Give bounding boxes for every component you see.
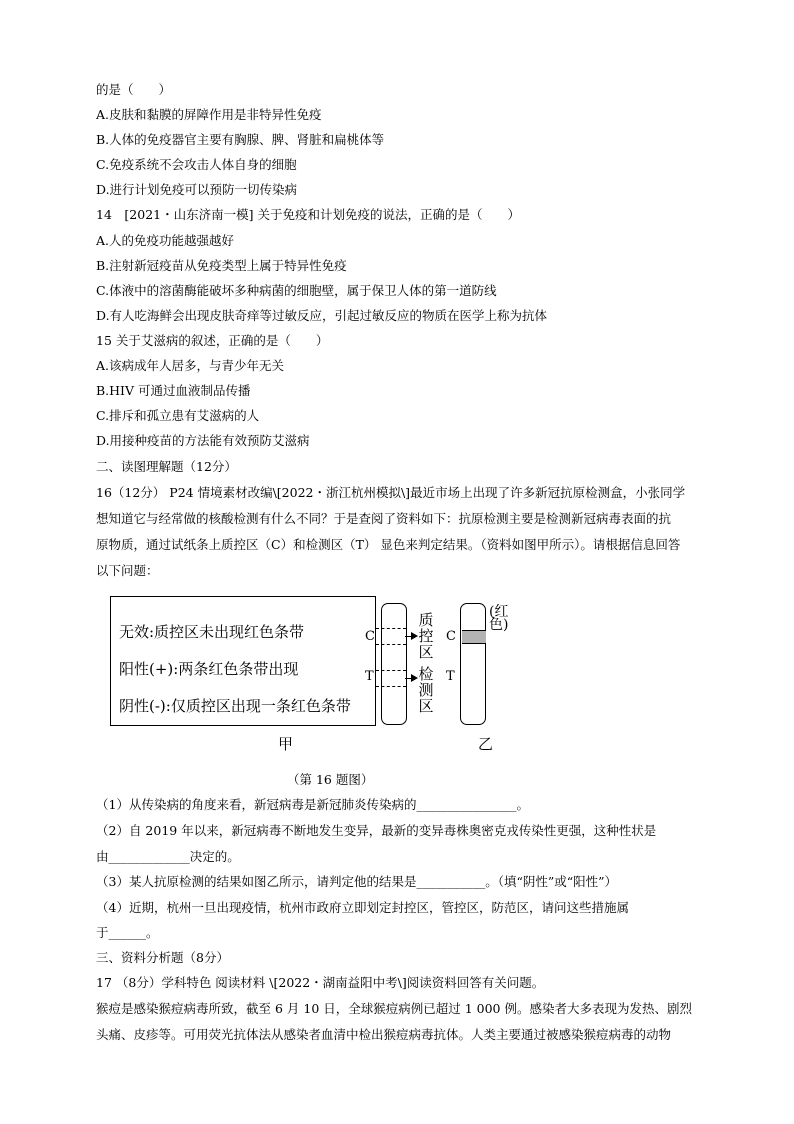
figure-legend-box [110,596,376,726]
test-strip-yi [460,603,486,725]
option-c: C.排斥和孤立患有艾滋病的人 [96,408,260,423]
text-line: 的是（ ） [96,82,172,97]
arrow-head [411,632,418,640]
section-heading: 二、读图理解题（12分） [96,459,237,474]
text-line: 于______。 [96,925,159,940]
text-line: 头痛、皮疹等。可用荧光抗体法从感染者血清中检出猴痘病毒抗体。人类主要通过被感染猴痘病毒的动物 [96,1027,672,1042]
text-line: 猴痘是感染猴痘病毒所致，截至 6 月 10 日，全球猴痘病例已超过 1 000 例。感染者大多表现为发热、剧烈 [96,1001,692,1016]
text-line: 以下问题： [96,563,159,578]
option-c: C.免疫系统不会攻击人体自身的细胞 [96,157,297,172]
zone-test-label: 检测区 [418,665,434,715]
option-d: D.用接种疫苗的方法能有效预防艾滋病 [96,433,310,448]
option-d: D.进行计划免疫可以预防一切传染病 [96,182,298,197]
text-line: 原物质，通过试纸条上质控区（C）和检测区（T） 显色来判定结果。（资料如图甲所示）。请根据信息回答 [96,537,681,552]
legend-negative: 阴性(-):仅质控区出现一条红色条带 [119,697,351,715]
option-c: C.体液中的溶菌酶能破坏多种病菌的细胞壁，属于保卫人体的第一道防线 [96,283,497,298]
figure-caption: （第 16 题图） [287,772,374,787]
question-17: 17 （8分）学科特色 阅读材料 \[2022・湖南益阳中考\]阅读资料回答有关问题。 [96,975,545,990]
question-16-3: （3）某人抗原检测的结果如图乙所示，请判定他的结果是___________。（填“阴性”或“阳性”） [96,874,618,889]
test-strip-jia [381,603,407,725]
control-line-top [376,628,406,629]
figure-label-jia: 甲 [278,735,294,753]
section-heading: 三、资料分析题（8分） [96,950,229,965]
question-16: 16（12分） P24 情境素材改编\[2022・浙江杭州模拟\]最近市场上出现了许多新冠抗原检测盒，小张同学 [96,485,686,500]
arrow-head [411,674,418,682]
test-line-top [376,670,406,671]
figure-label-yi: 乙 [478,735,494,753]
label-t: T [446,669,455,684]
question-16-4: （4）近期，杭州一旦出现疫情，杭州市政府立即划定封控区，管控区，防范区，请问这些措施属 [96,900,629,915]
label-t: T [365,669,374,684]
question-15: 15 关于艾滋病的叙述，正确的是（ ） [96,333,329,348]
option-b: B.注射新冠疫苗从免疫类型上属于特异性免疫 [96,258,347,273]
question-16-1: （1）从传染病的角度来看，新冠病毒是新冠肺炎传染病的________________。 [96,797,529,812]
option-d: D.有人吃海鲜会出现皮肤奇痒等过敏反应，引起过敏反应的物质在医学上称为抗体 [96,308,548,323]
option-a: A.该病成年人居多，与青少年无关 [96,358,285,373]
legend-invalid: 无效:质控区未出现红色条带 [119,623,305,641]
option-a: A.人的免疫功能越强越好 [96,233,235,248]
red-color-label: (红色) [489,604,509,633]
question-16-2: （2）自 2019 年以来，新冠病毒不断地发生变异，最新的变异毒株奥密克戎传染性更强，这种性状是 [96,823,657,838]
text-line: 由_____________决定的。 [96,849,240,864]
label-c: C [446,629,456,644]
label-c: C [365,629,375,644]
text-line: 想知道它与经常做的核酸检测有什么不同？于是查阅了资料如下：抗原检测主要是检测新冠病毒表面的抗 [96,511,672,526]
option-a: A.皮肤和黏膜的屏障作用是非特异性免疫 [96,107,322,122]
test-line-bottom [376,686,406,687]
question-14: 14 [2021・山东济南一模] 关于免疫和计划免疫的说法，正确的是（ ） [96,207,520,222]
control-band-red [462,630,486,644]
zone-control-label: 质控区 [418,611,434,661]
option-b: B.人体的免疫器官主要有胸腺、脾、肾脏和扁桃体等 [96,132,385,147]
option-b: B.HIV 可通过血液制品传播 [96,383,251,398]
legend-positive: 阳性(+):两条红色条带出现 [119,660,299,678]
control-line-bottom [376,644,406,645]
